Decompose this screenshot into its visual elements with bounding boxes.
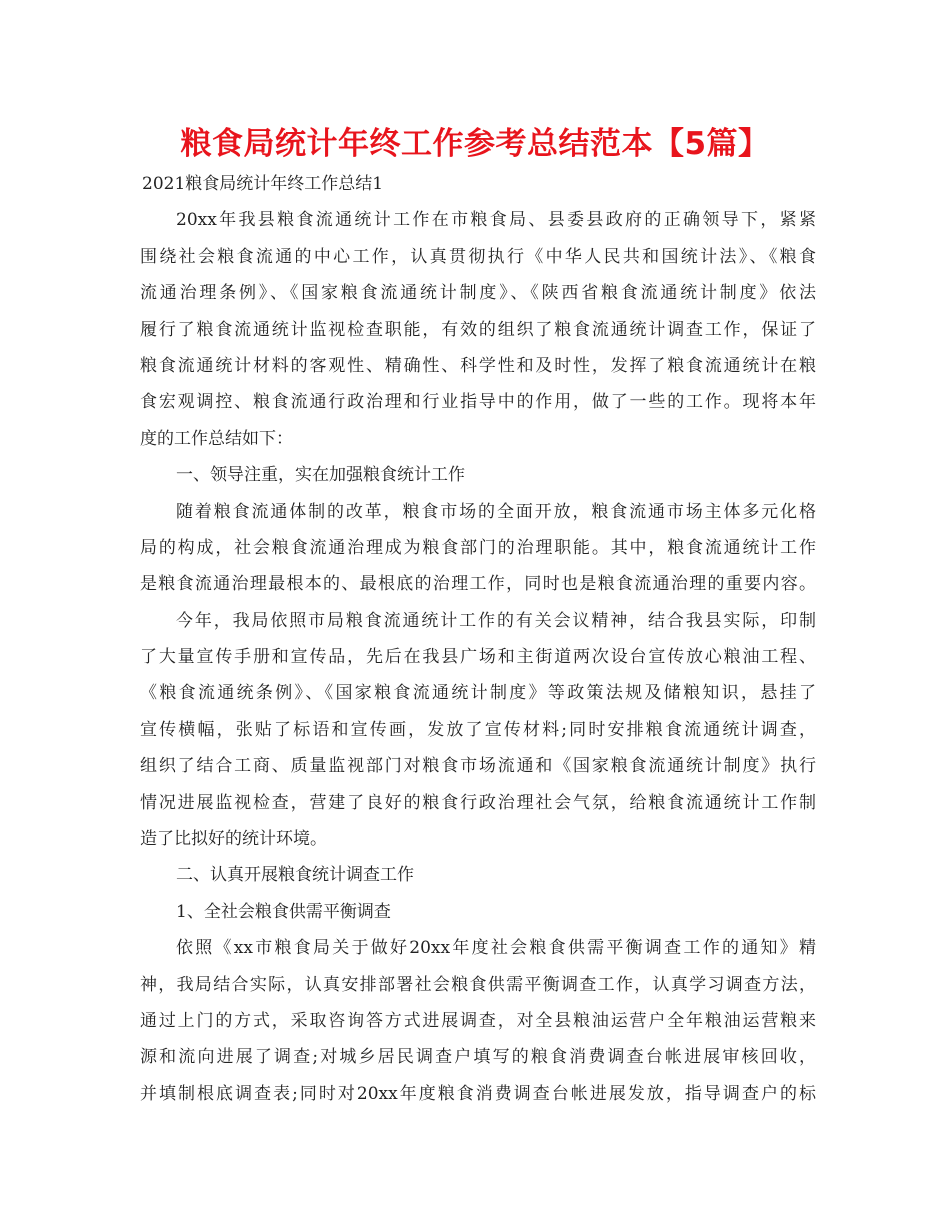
document-body: [140, 166, 816, 1112]
subsection-heading: 1、全社会粮食供需平衡调查: [176, 901, 391, 922]
paragraph-line: 造了比拟好的统计环境。: [140, 829, 327, 850]
paragraph-line: 组织了结合工商、质量监视部门对粮食市场流通和《国家粮食流通统计制度》执行: [140, 756, 816, 777]
section-subtitle: 2021粮食局统计年终工作总结1: [142, 174, 384, 194]
paragraph-line: 围绕社会粮食流通的中心工作，认真贯彻执行《中华人民共和国统计法》、《粮食: [140, 246, 816, 267]
paragraph-line: 20xx年我县粮食流通统计工作在市粮食局、县委县政府的正确领导下，紧紧: [176, 210, 816, 231]
paragraph-line: 粮食流通统计材料的客观性、精确性、科学性和及时性，发挥了粮食流通统计在粮: [140, 355, 816, 376]
paragraph-line: 履行了粮食流通统计监视检查职能，有效的组织了粮食流通统计调查工作，保证了: [140, 319, 816, 340]
paragraph-line: 了大量宣传手册和宣传品，先后在我县广场和主街道两次设台宣传放心粮油工程、: [140, 647, 816, 668]
section-heading: 一、领导注重，实在加强粮食统计工作: [176, 465, 465, 486]
paragraph-line: 《粮食流通统条例》、《国家粮食流通统计制度》等政策法规及储粮知识，悬挂了: [140, 683, 816, 704]
paragraph-line: 今年，我局依照市局粮食流通统计工作的有关会议精神，结合我县实际，印制: [176, 610, 816, 631]
paragraph-line: 源和流向进展了调查;对城乡居民调查户填写的粮食消费调查台帐进展审核回收，: [140, 1047, 816, 1068]
paragraph-line: 宣传横幅，张贴了标语和宣传画，发放了宣传材料;同时安排粮食流通统计调查，: [140, 719, 816, 740]
paragraph-line: 度的工作总结如下：: [140, 428, 293, 449]
paragraph-line: 流通治理条例》、《国家粮食流通统计制度》、《陕西省粮食流通统计制度》依法: [140, 283, 816, 304]
paragraph-line: 食宏观调控、粮食流通行政治理和行业指导中的作用，做了一些的工作。现将本年: [140, 392, 816, 413]
paragraph-line: 局的构成，社会粮食流通治理成为粮食部门的治理职能。其中，粮食流通统计工作: [140, 537, 816, 558]
paragraph-line: 神，我局结合实际，认真安排部署社会粮食供需平衡调查工作，认真学习调查方法，: [140, 974, 816, 995]
paragraph-line: 通过上门的方式，采取咨询答方式进展调查，对全县粮油运营户全年粮油运营粮来: [140, 1010, 816, 1031]
paragraph-line: 并填制根底调查表;同时对20xx年度粮食消费调查台帐进展发放，指导调查户的标: [140, 1083, 816, 1104]
document-title: 粮食局统计年终工作参考总结范本【5篇】: [180, 126, 770, 162]
paragraph-line: 是粮食流通治理最根本的、最根底的治理工作，同时也是粮食流通治理的重要内容。: [140, 574, 816, 595]
paragraph-line: 依照《xx市粮食局关于做好20xx年度社会粮食供需平衡调查工作的通知》精: [176, 938, 816, 959]
section-heading: 二、认真开展粮食统计调查工作: [176, 865, 414, 886]
paragraph-line: 随着粮食流通体制的改革，粮食市场的全面开放，粮食流通市场主体多元化格: [176, 501, 816, 522]
paragraph-line: 情况进展监视检查，营建了良好的粮食行政治理社会气氛，给粮食流通统计工作制: [140, 792, 816, 813]
